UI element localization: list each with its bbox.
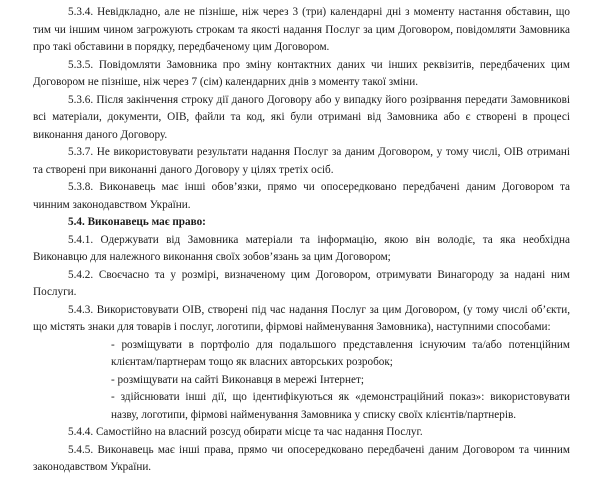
clause-5-3-6: 5.3.6. Після закінчення строку дії даного Договору або у випадку його розірвання передати Замовникові всі матеріали, документи, ОІВ, файли та код, які були отримані від Замовника або є створені в процесі виконання даного Договору. (33, 93, 570, 141)
bullet-item-demo: - здійснювати інші дії, що ідентифікуються як «демонстраційний показ»: використовувати назву, логотипи, фірмові найменування Замовника у списку своїх клієнтів/партнерів. (111, 391, 570, 421)
clause-5-4-1: 5.4.1. Одержувати від Замовника матеріали та інформацію, якою він володіє, та яка необхідна Виконавцю для належного виконання своїх зобов’язань за цим Договором; (33, 233, 570, 263)
clause-5-3-5: 5.3.5. Повідомляти Замовника про зміну контактних даних чи інших реквізитів, передбачених цим Договором не пізніше, ніж через 7 (сім) календарних днів з моменту такої зміни. (33, 58, 570, 88)
clause-5-4-4: 5.4.4. Самостійно на власний розсуд обирати місце та час надання Послуг. (68, 426, 423, 438)
clause-5-3-8: 5.3.8. Виконавець має інші обов’язки, прямо чи опосередковано передбачені даним Договором та чинним законодавством України. (33, 181, 570, 211)
clause-5-3-4: 5.3.4. Невідкладно, але не пізніше, ніж через 3 (три) календарні дні з моменту настання обставин, що тим чи іншим чином загрожують строкам та якості надання Послуг за цим Договором, повідомляти Замовника про такі обставини в порядку, передбаченому цим Договором. (33, 6, 570, 53)
clause-5-4-3: 5.4.3. Використовувати ОІВ, створені під час надання Послуг за цим Договором, (у тому числі об’єкти, що містять знаки для товарів і послуг, логотипи, фірмові найменування Замовника), наступними способами: (33, 303, 570, 333)
bullet-list (33, 337, 570, 425)
clause-5-3-7: 5.3.7. Не використовувати результати надання Послуг за даним Договором, у тому числі, ОІВ отримані та створені при виконанні даного Договору у цілях третіх осіб. (33, 146, 570, 176)
clause-5-4-2: 5.4.2. Своєчасно та у розмірі, визначеному цим Договором, отримувати Винагороду за надані ним Послуги. (33, 268, 570, 298)
document-body (33, 4, 570, 477)
bullet-item-website: - розміщувати на сайті Виконавця в мережі Інтернет; (111, 373, 364, 386)
bullet-item-portfolio: - розміщувати в портфоліо для подальшого представлення існуючим та/або потенційним клієнтам/партнерам тощо як власних авторських розробок; (111, 338, 570, 368)
clause-5-4-5: 5.4.5. Виконавець має інші права, прямо чи опосередковано передбачені даним Договором та чинним законодавством України. (33, 443, 570, 473)
section-heading-5-4: 5.4. Виконавець має право: (68, 216, 206, 228)
